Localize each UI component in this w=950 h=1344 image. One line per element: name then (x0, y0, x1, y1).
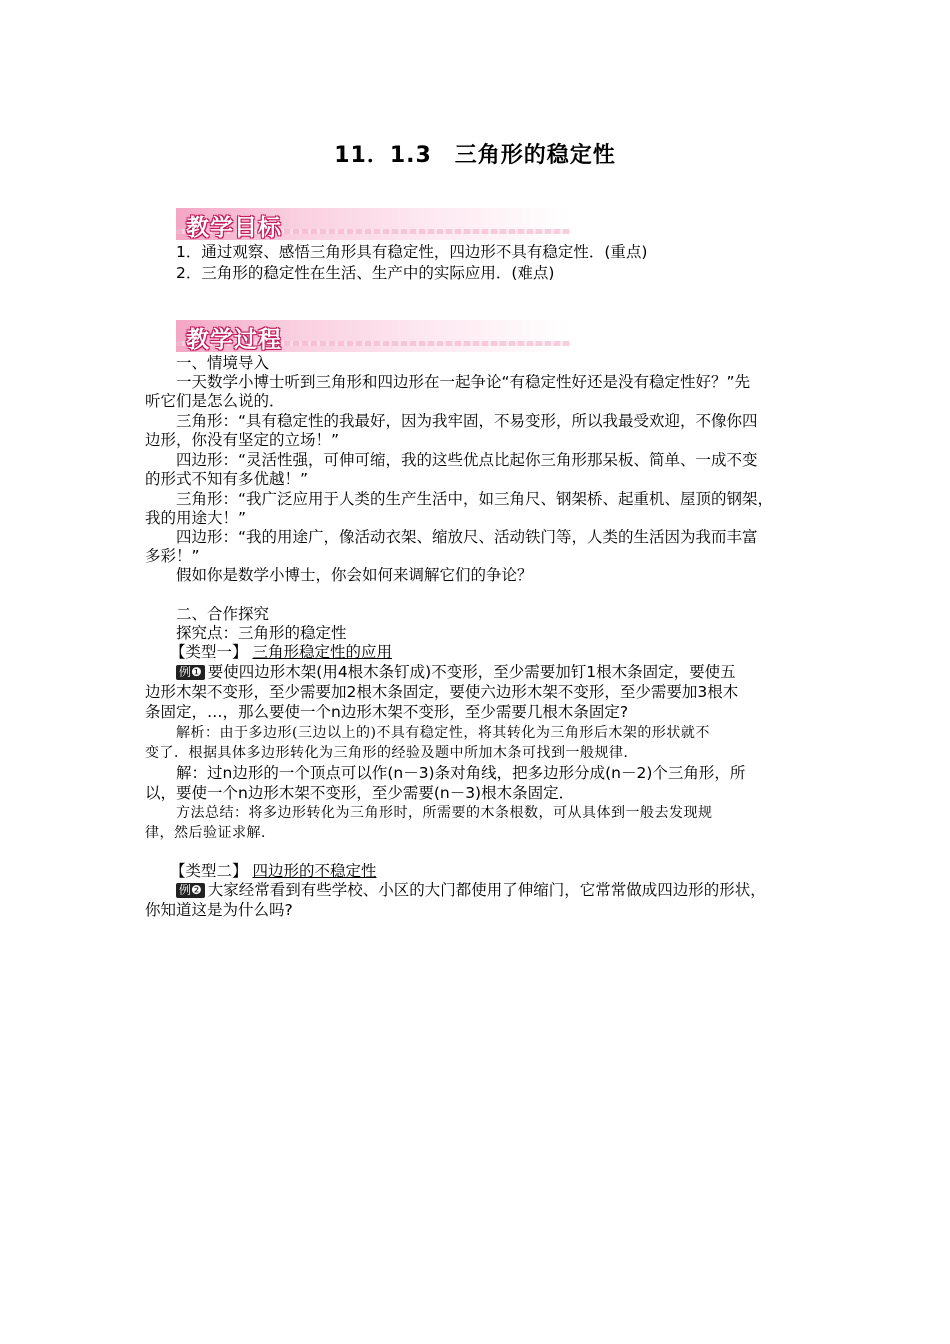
goal-item: 1．通过观察、感悟三角形具有稳定性，四边形不具有稳定性．(重点) (176, 243, 648, 261)
example1-line: 条固定，…，那么要使一个n边形木架不变形，至少需要几根木条固定? (145, 703, 629, 721)
example2-line (176, 881, 766, 900)
paragraph-line: 多彩！” (145, 547, 200, 565)
example2-tag: 例❷ (176, 883, 205, 898)
example1-line (176, 663, 736, 682)
paragraph-line: 我的用途大！” (145, 509, 247, 527)
type2-title: 四边形的不稳定性 (252, 862, 377, 880)
method-line: 律，然后验证求解． (145, 825, 276, 841)
type2-label: 【类型二】 (170, 862, 248, 880)
method-line: 方法总结：将多边形转化为三角形时，所需要的木条根数，可从具体到一般去发现规 (176, 805, 713, 821)
example1-text: 要使四边形木架(用4根木条钉成)不变形，至少需要加钉1根木条固定，要使五 (207, 663, 736, 681)
section-heading: 二、合作探究 (176, 605, 270, 623)
process-banner-label: 教学过程 (186, 327, 282, 353)
paragraph-line: 三角形：“我广泛应用于人类的生产生活中，如三角尺、钢架桥、起重机、屋顶的钢架， (176, 490, 774, 508)
solution-line: 以，要使一个n边形木架不变形，至少需要(n－3)根木条固定． (145, 784, 575, 802)
paragraph-line: 假如你是数学小博士，你会如何来调解它们的争论？ (176, 566, 533, 584)
type1-title: 三角形稳定性的应用 (252, 643, 392, 661)
example1-tag: 例❶ (176, 665, 205, 680)
paragraph-line: 四边形：“我的用途广，像活动衣架、缩放尺、活动铁门等，人类的生活因为我而丰富 (176, 528, 758, 546)
paragraph-line: 的形式不知有多优越！” (145, 470, 309, 488)
analysis-line: 变了．根据具体多边形转化为三角形的经验及题中所加木条可找到一般规律． (145, 745, 638, 761)
example1-line: 边形木架不变形，至少需要加2根木条固定，要使六边形木架不变形，至少需要加3根木 (145, 683, 739, 701)
paragraph-line: 四边形：“灵活性强，可伸可缩，我的这些优点比起你三角形那呆板、简单、一成不变 (176, 451, 758, 469)
type1-label: 【类型一】 (170, 643, 248, 661)
example2-text: 大家经常看到有些学校、小区的大门都使用了伸缩门，它常常做成四边形的形状， (207, 881, 766, 899)
section-heading: 一、情境导入 (176, 354, 270, 372)
solution-line: 解：过n边形的一个顶点可以作(n－3)条对角线，把多边形分成(n－2)个三角形，所 (176, 764, 746, 782)
type2-heading (170, 862, 376, 881)
paragraph-line: 边形，你没有坚定的立场！” (145, 431, 340, 449)
example2-line: 你知道这是为什么吗? (145, 901, 293, 919)
analysis-line: 解析：由于多边形(三边以上的)不具有稳定性，将其转化为三角形后木架的形状就不 (176, 725, 710, 741)
explore-point: 探究点：三角形的稳定性 (176, 624, 347, 642)
goals-banner-label: 教学目标 (186, 215, 282, 241)
type1-heading (170, 643, 392, 662)
paragraph-line: 三角形：“具有稳定性的我最好，因为我牢固，不易变形，所以我最受欢迎，不像你四 (176, 412, 758, 430)
goal-item: 2．三角形的稳定性在生活、生产中的实际应用．(难点) (176, 264, 555, 282)
process-banner (176, 320, 570, 352)
goals-banner (176, 208, 570, 240)
page-title: 11．1.3 三角形的稳定性 (334, 143, 616, 168)
paragraph-line: 听它们是怎么说的． (145, 392, 285, 410)
paragraph-line: 一天数学小博士听到三角形和四边形在一起争论“有稳定性好还是没有稳定性好？”先 (176, 373, 751, 391)
